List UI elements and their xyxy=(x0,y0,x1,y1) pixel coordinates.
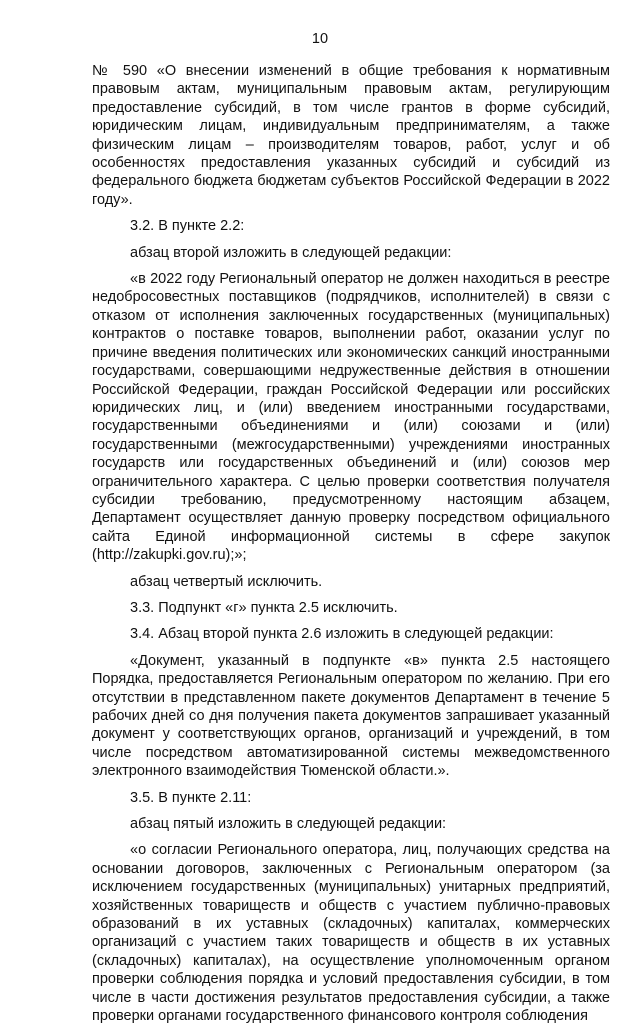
page-number: 10 xyxy=(311,31,329,47)
document-body xyxy=(92,62,610,1026)
paragraph-instruction: абзац четвертый исключить. xyxy=(130,573,323,590)
paragraph-item-3-2: 3.2. В пункте 2.2: xyxy=(130,218,245,235)
paragraph-quote-consent: «о согласии Регионального оператора, лиц, получающих средства на основании договоров, заключенных с Региональным оператором (за исключением государственных (муниципальных) унитарных предприятий, хозяйственных товариществ и обществ с участием публично-правовых образований в их уставных (складочных) капиталах, коммерческих организаций с участием таких товариществ и обществ в их уставных (складочных) капиталах), на осуществление уполномоченным органом проверки соблюдения порядка и условий предоставления субсидии, в том числе в части достижения результатов предоставления субсидии, а также проверки органами государственного финансового контроля соблюдения xyxy=(92,842,610,1025)
paragraph-item-3-3: 3.3. Подпункт «г» пункта 2.5 исключить. xyxy=(130,599,398,616)
paragraph-item-3-4: 3.4. Абзац второй пункта 2.6 изложить в следующей редакции: xyxy=(130,626,554,643)
paragraph-instruction: абзац пятый изложить в следующей редакции: xyxy=(130,816,447,833)
paragraph-quote-document: «Документ, указанный в подпункте «в» пункта 2.5 настоящего Порядка, предоставляется Региональным оператором по желанию. При его отсутствии в представленном пакете документов Департамент в течение 5 рабочих дней со дня получения пакета документов запрашивает указанный документ у соответствующих органов, организаций и учреждений, в том числе посредством автоматизированной системы межведомственного электронного взаимодействия Тюменской области.». xyxy=(92,652,610,780)
paragraph-continuation: № 590 «О внесении изменений в общие требования к нормативным правовым актам, муниципальным правовым актам, регулирующим предоставление субсидий, в том числе грантов в форме субсидий, юридическим лицам, индивидуальным предпринимателям, а также физическим лицам – производителям товаров, работ, услуг и об особенностях предоставления указанных субсидий и субсидий из федерального бюджета бюджетам субъектов Российской Федерации в 2022 году». xyxy=(92,63,610,208)
paragraph-instruction: абзац второй изложить в следующей редакции: xyxy=(130,244,452,261)
paragraph-quote-sanctions: «в 2022 году Региональный оператор не должен находиться в реестре недобросовестных поставщиков (подрядчиков, исполнителей) в связи с отказом от исполнения заключенных государственных (муниципальных) контрактов о поставке товаров, выполнении работ, оказании услуг по причине введения политических или экономических санкций иностранными государствами, совершающими недружественные действия в отношении Российской Федерации, граждан Российской Федерации или российских юридических лиц, и (или) введением иностранными государствами, государственными объединениями и (или) союзами и (или) государственными (межгосударственными) учреждениями иностранных государств или государственных объединений и (или) союзов мер ограничительного характера. С целью проверки соответствия получателя субсидии требованию, предусмотренному настоящим абзацем, Департамент осуществляет данную проверку посредством официального сайта Единой информационной системы в сфере закупок (http://zakupki.gov.ru);»; xyxy=(92,271,610,564)
paragraph-item-3-5: 3.5. В пункте 2.11: xyxy=(130,789,252,806)
